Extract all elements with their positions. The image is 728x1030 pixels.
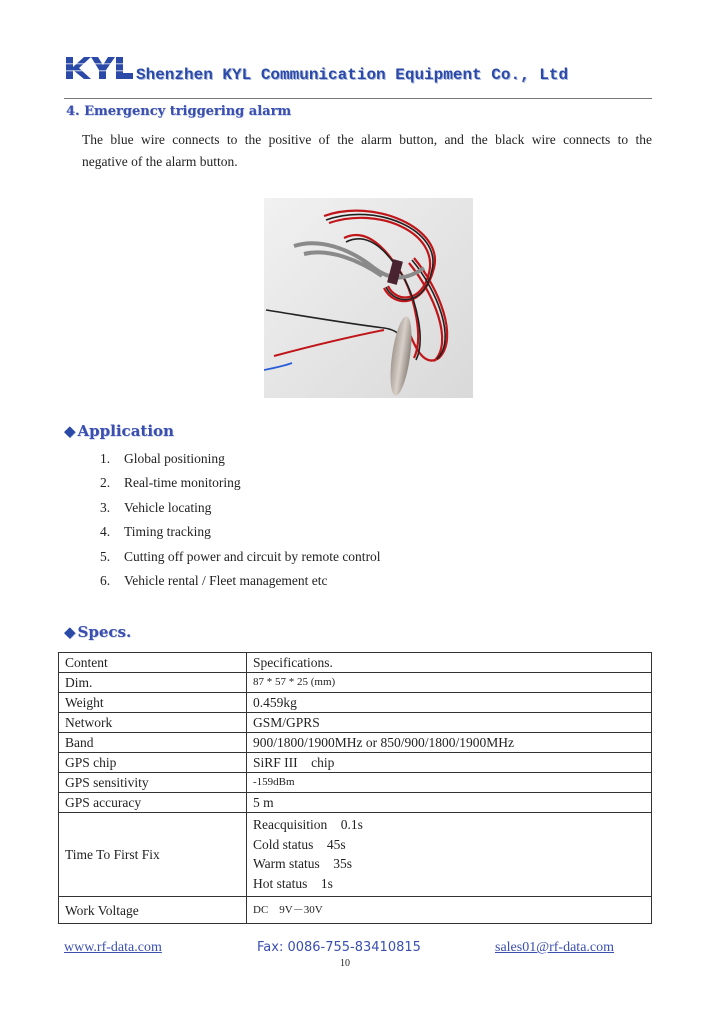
table-row bbox=[59, 793, 652, 813]
spec-value-line: Warm status 35s bbox=[253, 856, 353, 871]
email-link[interactable]: sales01@rf-data.com bbox=[495, 940, 615, 955]
website-link[interactable]: www.rf-data.com bbox=[64, 940, 162, 955]
specs-table bbox=[58, 652, 652, 924]
table-row bbox=[59, 813, 652, 897]
application-title: Application bbox=[77, 422, 174, 440]
specs-title: Specs. bbox=[77, 623, 132, 641]
diamond-bullet-icon: ◆ bbox=[64, 422, 76, 440]
header-divider bbox=[64, 98, 652, 99]
spec-value: GSM/GPRS bbox=[247, 713, 652, 733]
page-footer bbox=[64, 940, 652, 960]
spec-value-line: Hot status 1s bbox=[253, 875, 333, 891]
spec-value-line: Reacquisition 0.1s bbox=[253, 817, 363, 832]
fax-number: Fax: 0086-755-83410815 bbox=[257, 940, 421, 955]
spec-value bbox=[247, 813, 652, 897]
spec-key: Time To First Fix bbox=[59, 813, 247, 897]
application-heading bbox=[64, 422, 174, 440]
table-row bbox=[59, 733, 652, 753]
spec-value: DC 9V－30V bbox=[247, 897, 652, 924]
spec-key: Network bbox=[59, 713, 247, 733]
table-row bbox=[59, 693, 652, 713]
list-item: 2. Real-time monitoring bbox=[100, 475, 241, 491]
spec-key: GPS accuracy bbox=[59, 793, 247, 813]
table-row bbox=[59, 897, 652, 924]
spec-value: 900/1800/1900MHz or 850/900/1800/1900MHz bbox=[247, 733, 652, 753]
paragraph-line-1: The blue wire connects to the positive of the alarm button, and the black wire connects to the bbox=[82, 132, 652, 147]
spec-value: 5 m bbox=[247, 793, 652, 813]
table-row bbox=[59, 773, 652, 793]
application-list bbox=[100, 447, 381, 593]
diamond-bullet-icon: ◆ bbox=[64, 623, 76, 641]
spec-key: GPS sensitivity bbox=[59, 773, 247, 793]
spec-value-line: Cold status 45s bbox=[253, 836, 346, 852]
table-row bbox=[59, 673, 652, 693]
spec-key: Work Voltage bbox=[59, 897, 247, 924]
spec-value: SiRF III chip bbox=[247, 753, 652, 773]
list-item: 3. Vehicle locating bbox=[100, 499, 212, 515]
spec-key: Content bbox=[59, 653, 247, 673]
page-header bbox=[64, 44, 652, 96]
spec-key: Weight bbox=[59, 693, 247, 713]
list-item: 5. Cutting off power and circuit by remote control bbox=[100, 548, 381, 564]
specs-heading bbox=[64, 623, 131, 641]
spec-value: 0.459kg bbox=[247, 693, 652, 713]
page-number: 10 bbox=[340, 958, 350, 969]
table-row bbox=[59, 653, 652, 673]
spec-key: Dim. bbox=[59, 673, 247, 693]
spec-value: Specifications. bbox=[247, 653, 652, 673]
spec-key: GPS chip bbox=[59, 753, 247, 773]
spec-key: Band bbox=[59, 733, 247, 753]
list-item: 6. Vehicle rental / Fleet management etc bbox=[100, 572, 328, 588]
section-heading: 4. Emergency triggering alarm bbox=[66, 104, 292, 119]
spec-value: 87 * 57 * 25 (mm) bbox=[247, 673, 652, 693]
company-name: Shenzhen KYL Communication Equipment Co., Ltd bbox=[136, 66, 569, 84]
list-item: 1. Global positioning bbox=[100, 451, 225, 466]
paragraph-line-2: negative of the alarm button. bbox=[82, 154, 238, 169]
alarm-button-photo bbox=[264, 198, 473, 398]
kyl-logo bbox=[64, 54, 134, 82]
table-row bbox=[59, 753, 652, 773]
list-item: 4. Timing tracking bbox=[100, 524, 211, 540]
table-row bbox=[59, 713, 652, 733]
spec-value: -159dBm bbox=[247, 773, 652, 793]
